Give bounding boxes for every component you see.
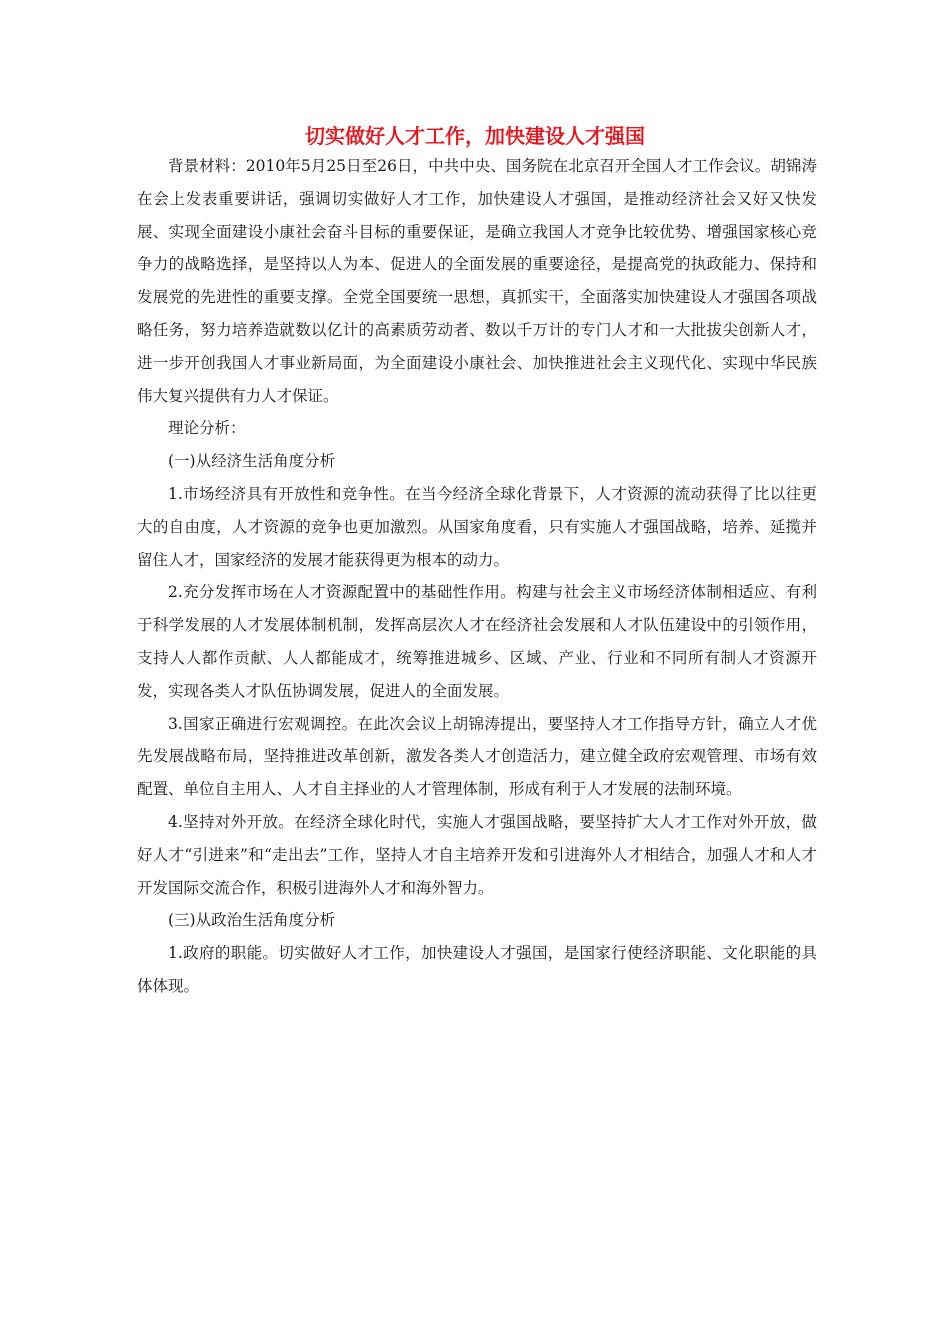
paragraph-background: 背景材料：2010年5月25日至26日，中共中央、国务院在北京召开全国人才工作会议。胡锦涛在会上发表重要讲话，强调切实做好人才工作，加快建设人才强国，是推动经济社会又好又快发展、实现全面建设小康社会奋斗目标的重要保证，是确立我国人才竞争比较优势、增强国家核心竞争力的战略选择，是坚持以人为本、促进人的全面发展的重要途径，是提高党的执政能力、保持和发展党的先进性的重要支撑。全党全国要统一思想，真抓实干，全面落实加快建设人才强国各项战略任务，努力培养造就数以亿计的高素质劳动者、数以千万计的专门人才和一大批拔尖创新人才，进一步开创我国人才事业新局面，为全面建设小康社会、加快推进社会主义现代化、实现中华民族伟大复兴提供有力人才保证。	[137, 157, 817, 405]
section-heading-political: (三)从政治生活角度分析	[168, 911, 336, 930]
paragraph-point-3: 3.国家正确进行宏观调控。在此次会议上胡锦涛提出，要坚持人才工作指导方针，确立人才优先发展战略布局，坚持推进改革创新，激发各类人才创造活力，建立健全政府宏观管理、市场有效配置、单位自主用人、人才自主择业的人才管理体制，形成有利于人才发展的法制环境。	[137, 714, 817, 799]
paragraph-point-2: 2.充分发挥市场在人才资源配置中的基础性作用。构建与社会主义市场经济体制相适应、有利于科学发展的人才发展体制机制，发挥高层次人才在经济社会发展和人才队伍建设中的引领作用，支持人人都作贡献、人人都能成才，统筹推进城乡、区域、产业、行业和不同所有制人才资源开发，实现各类人才队伍协调发展，促进人的全面发展。	[137, 583, 817, 700]
document-body	[137, 150, 817, 1003]
document-title: 切实做好人才工作，加快建设人才强国	[305, 124, 645, 148]
paragraph-theory-heading: 理论分析：	[168, 419, 246, 438]
paragraph-point-4: 4.坚持对外开放。在经济全球化时代，实施人才强国战略，要坚持扩大人才工作对外开放，做好人才“引进来”和“走出去”工作，坚持人才自主培养开发和引进海外人才相结合，加强人才和人才开发国际交流合作，积极引进海外人才和海外智力。	[137, 812, 817, 897]
paragraph-point-1: 1.市场经济具有开放性和竞争性。在当今经济全球化背景下，人才资源的流动获得了比以往更大的自由度，人才资源的竞争也更加激烈。从国家角度看，只有实施人才强国战略，培养、延揽并留住人才，国家经济的发展才能获得更为根本的动力。	[137, 484, 817, 569]
paragraph-political-point-1: 1.政府的职能。切实做好人才工作，加快建设人才强国，是国家行使经济职能、文化职能的具体体现。	[137, 944, 817, 995]
section-heading-economic: (一)从经济生活角度分析	[168, 452, 336, 471]
